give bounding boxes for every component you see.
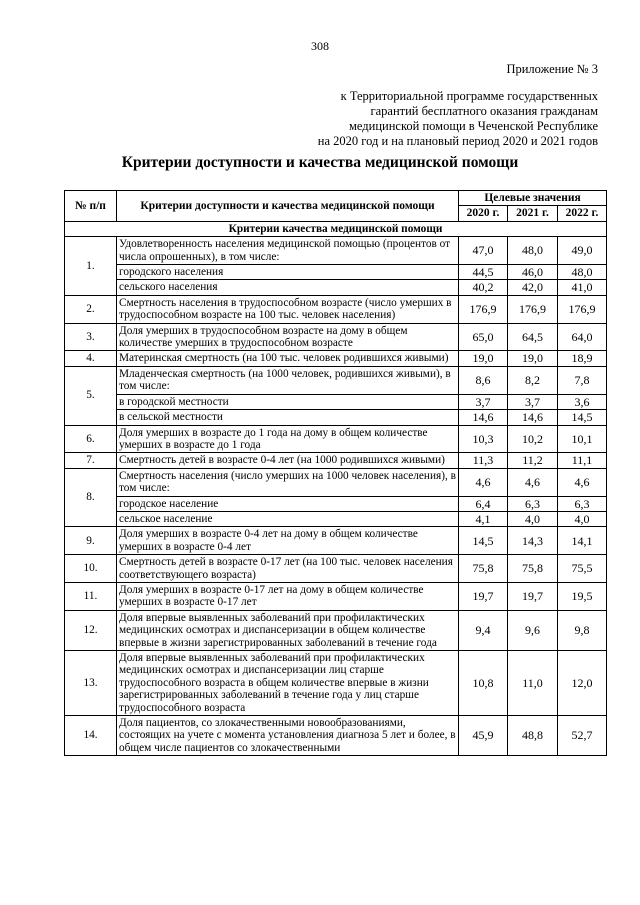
target-value-cell: 3,7 bbox=[459, 394, 508, 409]
target-value-cell: 44,5 bbox=[459, 265, 508, 280]
target-value-cell: 48,0 bbox=[558, 265, 607, 280]
target-value-cell: 48,8 bbox=[508, 716, 558, 756]
row-number: 8. bbox=[65, 468, 117, 527]
criterion-sublabel: сельское население bbox=[117, 511, 459, 526]
target-value-cell: 12,0 bbox=[558, 651, 607, 716]
target-value-cell: 14,5 bbox=[558, 410, 607, 425]
target-value-cell: 19,7 bbox=[459, 582, 508, 610]
target-value-cell: 8,2 bbox=[508, 366, 558, 394]
target-value-cell: 10,2 bbox=[508, 425, 558, 453]
target-value-cell: 9,8 bbox=[558, 610, 607, 650]
target-value-cell: 7,8 bbox=[558, 366, 607, 394]
target-value-cell: 42,0 bbox=[508, 280, 558, 295]
table-row bbox=[65, 610, 607, 650]
row-number: 2. bbox=[65, 295, 117, 323]
page-number: 308 bbox=[311, 39, 329, 53]
table-row bbox=[65, 265, 607, 280]
table-row bbox=[65, 323, 607, 351]
target-value-cell: 46,0 bbox=[508, 265, 558, 280]
document-title: Критерии доступности и качества медицинской помощи bbox=[121, 154, 519, 171]
criteria-table bbox=[64, 190, 607, 756]
target-value-cell: 4,6 bbox=[459, 468, 508, 496]
criterion-label: Доля умерших в возрасте 0-4 лет на дому в общем количестве умерших в возрасте 0-4 лет bbox=[117, 527, 459, 555]
header-num: № п/п bbox=[65, 191, 117, 222]
target-value-cell: 11,2 bbox=[508, 453, 558, 468]
appendix-line: медицинской помощи в Чеченской Республике bbox=[349, 119, 598, 133]
target-value-cell: 11,3 bbox=[459, 453, 508, 468]
target-value-cell: 45,9 bbox=[459, 716, 508, 756]
target-value-cell: 19,7 bbox=[508, 582, 558, 610]
row-number: 4. bbox=[65, 351, 117, 366]
target-value-cell: 11,1 bbox=[558, 453, 607, 468]
target-value-cell: 4,6 bbox=[508, 468, 558, 496]
target-value-cell: 176,9 bbox=[508, 295, 558, 323]
criterion-label: Материнская смертность (на 100 тыс. человек родившихся живыми) bbox=[117, 351, 459, 366]
target-value-cell: 18,9 bbox=[558, 351, 607, 366]
appendix-line: к Территориальной программе государственных bbox=[340, 89, 598, 103]
header-criteria: Критерии доступности и качества медицинской помощи bbox=[117, 191, 459, 222]
target-value-cell: 49,0 bbox=[558, 237, 607, 265]
target-value-cell: 3,7 bbox=[508, 394, 558, 409]
table-row bbox=[65, 351, 607, 366]
criterion-label: Смертность детей в возрасте 0-4 лет (на 1000 родившихся живыми) bbox=[117, 453, 459, 468]
table-row bbox=[65, 527, 607, 555]
target-value-cell: 41,0 bbox=[558, 280, 607, 295]
criterion-label: Младенческая смертность (на 1000 человек, родившихся живыми), в том числе: bbox=[117, 366, 459, 394]
target-value-cell: 14,1 bbox=[558, 527, 607, 555]
criterion-label: Доля пациентов, со злокачественными новообразованиями, состоящих на учете с момента установления диагноза 5 лет и более, в общем числе пациентов со злокачественными bbox=[117, 716, 459, 756]
table-row bbox=[65, 295, 607, 323]
target-value-cell: 40,2 bbox=[459, 280, 508, 295]
target-value-cell: 9,6 bbox=[508, 610, 558, 650]
target-value-cell: 10,8 bbox=[459, 651, 508, 716]
table-header-row bbox=[65, 191, 607, 206]
criterion-sublabel: сельского населения bbox=[117, 280, 459, 295]
header-target-values: Целевые значения bbox=[459, 191, 607, 206]
target-value-cell: 75,5 bbox=[558, 555, 607, 583]
criterion-label: Доля умерших в трудоспособном возрасте на дому в общем количестве умерших в трудоспособном возрасте bbox=[117, 323, 459, 351]
target-value-cell: 6,4 bbox=[459, 496, 508, 511]
row-number: 5. bbox=[65, 366, 117, 425]
target-value-cell: 10,3 bbox=[459, 425, 508, 453]
target-value-cell: 75,8 bbox=[508, 555, 558, 583]
target-value-cell: 14,5 bbox=[459, 527, 508, 555]
target-value-cell: 4,0 bbox=[508, 511, 558, 526]
table-row bbox=[65, 425, 607, 453]
row-number: 12. bbox=[65, 610, 117, 650]
row-number: 3. bbox=[65, 323, 117, 351]
appendix-line: на 2020 год и на плановый период 2020 и 2021 годов bbox=[317, 134, 598, 148]
criterion-sublabel: в сельской местности bbox=[117, 410, 459, 425]
table-row bbox=[65, 651, 607, 716]
table-row bbox=[65, 496, 607, 511]
table-row bbox=[65, 237, 607, 265]
table-row bbox=[65, 555, 607, 583]
target-value-cell: 3,6 bbox=[558, 394, 607, 409]
target-value-cell: 14,3 bbox=[508, 527, 558, 555]
criterion-label: Доля умерших в возрасте до 1 года на дому в общем количестве умерших в возрасте до 1 года bbox=[117, 425, 459, 453]
criterion-label: Удовлетворенность населения медицинской помощью (процентов от числа опрошенных), в том числе: bbox=[117, 237, 459, 265]
target-value-cell: 9,4 bbox=[459, 610, 508, 650]
target-value-cell: 19,0 bbox=[508, 351, 558, 366]
row-number: 6. bbox=[65, 425, 117, 453]
criterion-label: Смертность детей в возрасте 0-17 лет (на 100 тыс. человек населения соответствующего возраста) bbox=[117, 555, 459, 583]
target-value-cell: 47,0 bbox=[459, 237, 508, 265]
table-row bbox=[65, 280, 607, 295]
target-value-cell: 19,0 bbox=[459, 351, 508, 366]
target-value-cell: 11,0 bbox=[508, 651, 558, 716]
header-year: 2021 г. bbox=[508, 206, 558, 221]
target-value-cell: 75,8 bbox=[459, 555, 508, 583]
criterion-label: Доля впервые выявленных заболеваний при профилактических медицинских осмотрах и диспансеризации лиц старше трудоспособного возраста в общем количестве впервые в жизни зарегистрированных заболеваний в течение года у лиц старше трудоспособного возраста bbox=[117, 651, 459, 716]
target-value-cell: 64,0 bbox=[558, 323, 607, 351]
appendix-title: Приложение № 3 bbox=[506, 62, 598, 76]
target-value-cell: 14,6 bbox=[459, 410, 508, 425]
target-value-cell: 65,0 bbox=[459, 323, 508, 351]
table-row bbox=[65, 511, 607, 526]
target-value-cell: 52,7 bbox=[558, 716, 607, 756]
header-year: 2020 г. bbox=[459, 206, 508, 221]
table-row bbox=[65, 453, 607, 468]
target-value-cell: 8,6 bbox=[459, 366, 508, 394]
table-row bbox=[65, 468, 607, 496]
criterion-label: Смертность населения в трудоспособном возрасте (число умерших в трудоспособном возрасте на 100 тыс. человек населения) bbox=[117, 295, 459, 323]
table-row bbox=[65, 366, 607, 394]
appendix-line: гарантий бесплатного оказания гражданам bbox=[370, 104, 598, 118]
row-number: 9. bbox=[65, 527, 117, 555]
table-row bbox=[65, 716, 607, 756]
row-number: 7. bbox=[65, 453, 117, 468]
target-value-cell: 4,0 bbox=[558, 511, 607, 526]
target-value-cell: 48,0 bbox=[508, 237, 558, 265]
target-value-cell: 19,5 bbox=[558, 582, 607, 610]
target-value-cell: 64,5 bbox=[508, 323, 558, 351]
target-value-cell: 6,3 bbox=[558, 496, 607, 511]
criterion-sublabel: городского населения bbox=[117, 265, 459, 280]
row-number: 13. bbox=[65, 651, 117, 716]
target-value-cell: 176,9 bbox=[558, 295, 607, 323]
target-value-cell: 10,1 bbox=[558, 425, 607, 453]
criterion-sublabel: в городской местности bbox=[117, 394, 459, 409]
row-number: 10. bbox=[65, 555, 117, 583]
criterion-label: Смертность населения (число умерших на 1000 человек населения), в том числе: bbox=[117, 468, 459, 496]
criterion-label: Доля умерших в возрасте 0-17 лет на дому в общем количестве умерших в возрасте 0-17 лет bbox=[117, 582, 459, 610]
row-number: 14. bbox=[65, 716, 117, 756]
table-row bbox=[65, 410, 607, 425]
table-row bbox=[65, 394, 607, 409]
table-row bbox=[65, 582, 607, 610]
row-number: 11. bbox=[65, 582, 117, 610]
target-value-cell: 6,3 bbox=[508, 496, 558, 511]
row-number: 1. bbox=[65, 237, 117, 296]
criterion-label: Доля впервые выявленных заболеваний при профилактических медицинских осмотрах и диспансеризации в общем количестве впервые в жизни зарегистрированных заболеваний в течение года bbox=[117, 610, 459, 650]
target-value-cell: 176,9 bbox=[459, 295, 508, 323]
section-row bbox=[65, 221, 607, 236]
target-value-cell: 4,1 bbox=[459, 511, 508, 526]
appendix-block bbox=[318, 62, 598, 149]
criterion-sublabel: городское население bbox=[117, 496, 459, 511]
target-value-cell: 14,6 bbox=[508, 410, 558, 425]
header-year: 2022 г. bbox=[558, 206, 607, 221]
section-title: Критерии качества медицинской помощи bbox=[65, 221, 607, 236]
target-value-cell: 4,6 bbox=[558, 468, 607, 496]
